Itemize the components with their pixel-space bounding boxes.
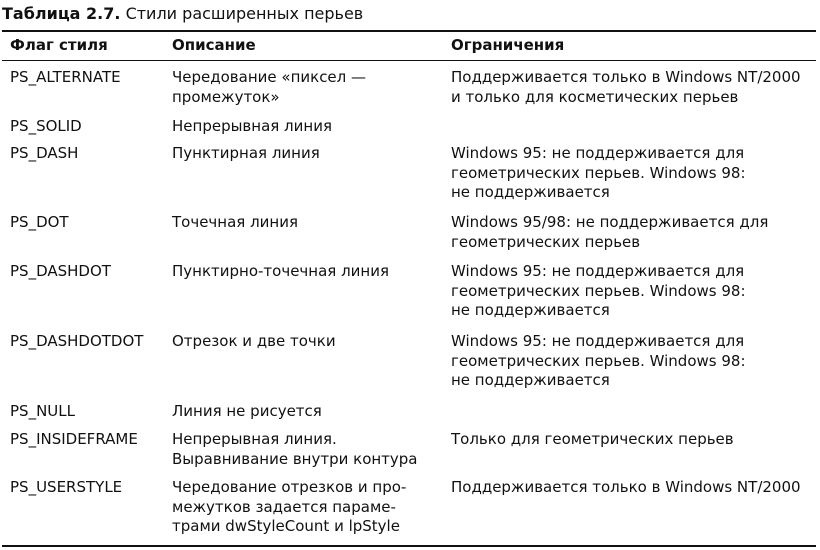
row-description: Пунктирная линия bbox=[172, 144, 320, 162]
table-caption-text: Стили расширенных перьев bbox=[125, 4, 364, 23]
row-limits: Windows 95/98: не поддерживается для геометрических перьев bbox=[451, 213, 769, 251]
table-bottom-rule bbox=[2, 545, 816, 547]
row-limits: Windows 95: не поддерживается для геометрических перьев. Windows 98: не поддерживается bbox=[451, 144, 746, 201]
table-caption-number: Таблица 2.7. bbox=[2, 4, 121, 23]
row-flag: PS_DASHDOT bbox=[10, 262, 111, 280]
row-flag: PS_SOLID bbox=[10, 117, 82, 135]
row-flag: PS_DOT bbox=[10, 213, 69, 231]
row-description: Точечная линия bbox=[172, 213, 298, 231]
row-flag: PS_DASH bbox=[10, 144, 79, 162]
row-description: Чередование «пиксел — промежуток» bbox=[172, 68, 367, 106]
table-top-rule bbox=[2, 30, 816, 32]
table-header-rule bbox=[2, 60, 816, 61]
row-limits: Windows 95: не поддерживается для геометрических перьев. Windows 98: не поддерживается bbox=[451, 332, 746, 389]
row-description: Отрезок и две точки bbox=[172, 332, 336, 350]
row-description: Непрерывная линия. Выравнивание внутри контура bbox=[172, 430, 418, 468]
row-limits: Только для геометрических перьев bbox=[451, 430, 734, 448]
row-limits: Windows 95: не поддерживается для геометрических перьев. Windows 98: не поддерживается bbox=[451, 262, 746, 319]
row-description: Непрерывная линия bbox=[172, 117, 332, 135]
header-limits: Ограничения bbox=[451, 36, 565, 54]
row-flag: PS_NULL bbox=[10, 402, 75, 420]
row-flag: PS_USERSTYLE bbox=[10, 478, 123, 496]
row-description: Линия не рисуется bbox=[172, 402, 322, 420]
row-flag: PS_DASHDOTDOT bbox=[10, 332, 144, 350]
row-limits: Поддерживается только в Windows NT/2000 bbox=[451, 478, 801, 496]
row-description: Чередование отрезков и про- межутков задается параме- трами dwStyleCount и lpStyle bbox=[172, 478, 407, 535]
row-flag: PS_ALTERNATE bbox=[10, 68, 121, 86]
row-flag: PS_INSIDEFRAME bbox=[10, 430, 138, 448]
row-description: Пунктирно-точечная линия bbox=[172, 262, 390, 280]
header-description: Описание bbox=[172, 36, 256, 54]
header-flag: Флаг стиля bbox=[10, 36, 108, 54]
table-caption bbox=[2, 4, 363, 24]
row-limits: Поддерживается только в Windows NT/2000 и только для косметических перьев bbox=[451, 68, 801, 106]
